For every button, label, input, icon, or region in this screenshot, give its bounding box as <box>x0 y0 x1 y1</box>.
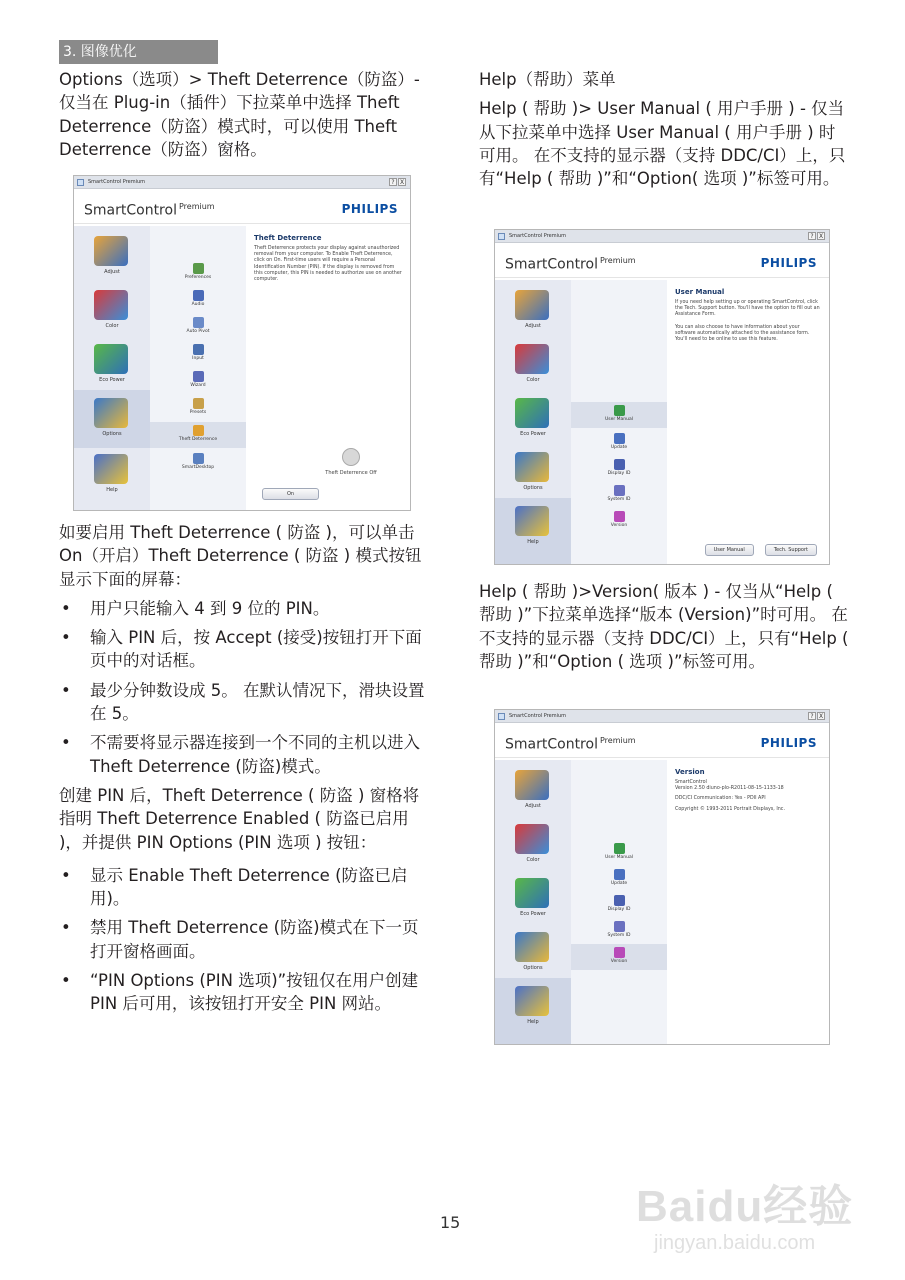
sub-user-manual[interactable]: User Manual <box>571 840 667 866</box>
content-pane <box>246 226 410 510</box>
sub-preferences[interactable]: Preferences <box>150 260 246 286</box>
nav-help[interactable]: Help <box>495 978 571 1044</box>
book-icon <box>614 843 625 854</box>
app-icon <box>498 233 505 240</box>
list-item: • 禁用 Theft Deterrence (防盗)模式在下一页打开窗格画面。 <box>59 916 425 963</box>
window-title: SmartControl Premium <box>88 179 146 185</box>
smartcontrol-window-theft <box>73 175 411 511</box>
update-icon <box>614 869 625 880</box>
sub-smartdesktop[interactable]: SmartDesktop <box>150 450 246 476</box>
list-item: • 最少分钟数设成 5。 在默认情况下，滑块设置在 5。 <box>59 679 425 726</box>
version-number: Version 2.50 diuno-plo-R2011-08-15-1133-18 <box>675 786 784 792</box>
version-icon <box>614 947 625 958</box>
color-icon <box>94 290 128 320</box>
adjust-icon <box>94 236 128 266</box>
sub-audio[interactable]: Audio <box>150 287 246 313</box>
options-gear-icon <box>94 398 128 428</box>
book-icon <box>614 405 625 416</box>
pin-created-text: 创建 PIN 后，Theft Deterrence ( 防盗 ) 窗格将指明 Theft Deterrence Enabled ( 防盗已启用 )，并提供 PIN Options (PIN 选项 ) 按钮： <box>59 785 420 852</box>
content-title: User Manual <box>675 288 725 296</box>
app-icon <box>498 713 505 720</box>
content-title: Version <box>675 768 705 776</box>
tech-support-button[interactable]: Tech. Support <box>765 544 817 556</box>
pin-options-list <box>59 864 425 1016</box>
nav-help[interactable]: Help <box>495 498 571 564</box>
close-button[interactable]: X <box>818 233 824 240</box>
options-gear-icon <box>515 932 549 962</box>
right-column <box>479 68 851 190</box>
enable-instruction: 如要启用 Theft Deterrence ( 防盗 )，可以单击 On（开启）Theft Deterrence ( 防盗 ) 模式按钮显示下面的屏幕： <box>59 523 422 589</box>
sub-display-id[interactable]: Display ID <box>571 892 667 918</box>
input-icon <box>193 344 204 355</box>
left-column-lower <box>59 521 425 1022</box>
version-icon <box>614 511 625 522</box>
help-button[interactable]: ? <box>808 232 816 240</box>
nav-eco-power[interactable]: Eco Power <box>74 336 150 394</box>
audio-icon <box>193 290 204 301</box>
list-item: • “PIN Options (PIN 选项)”按钮仅在用户创建 PIN 后可用，该按钮打开安全 PIN 网站。 <box>59 969 425 1016</box>
sub-menu <box>571 280 667 564</box>
baidu-watermark <box>636 1150 856 1260</box>
watermark-url: jingyan.baidu.com <box>654 1232 816 1254</box>
adjust-icon <box>515 770 549 800</box>
sub-user-manual[interactable]: User Manual <box>571 402 667 428</box>
theft-status: Theft Deterrence Off <box>325 470 377 476</box>
philips-logo: PHILIPS <box>760 256 817 270</box>
version-text: Help ( 帮助 )>Version( 版本 ) - 仅当从“Help ( 帮助 )”下拉菜单选择“版本 (Version)”时可用。 在不支持的显示器（支持 DDC/CI）上，只有“Help ( 帮助 )”和“Option ( 选项 )”标签可用。 <box>479 582 849 671</box>
on-button[interactable]: On <box>262 488 319 500</box>
sub-version[interactable]: Version <box>571 508 667 534</box>
app-icon <box>77 179 84 186</box>
pin-rules-list <box>59 597 425 778</box>
nav-color[interactable]: Color <box>74 282 150 340</box>
auto-pivot-icon <box>193 317 204 328</box>
eco-power-icon <box>94 344 128 374</box>
philips-logo: PHILIPS <box>341 202 398 216</box>
list-item: • 输入 PIN 后，按 Accept (接受)按钮打开下面页中的对话框。 <box>59 626 425 673</box>
wizard-icon <box>193 371 204 382</box>
eco-power-icon <box>515 878 549 908</box>
sub-theft-deterrence[interactable]: Theft Deterrence <box>150 422 246 448</box>
display-id-icon <box>614 459 625 470</box>
list-item: • 显示 Enable Theft Deterrence (防盗已启用)。 <box>59 864 425 911</box>
content-text: You can also choose to have information about your software automatically attached to the assistance form. You'll need to be online to use this feature. <box>675 324 810 343</box>
version-app-name: SmartControl <box>675 780 707 785</box>
list-item: • 用户只能输入 4 到 9 位的 PIN。 <box>59 597 425 620</box>
color-icon <box>515 824 549 854</box>
smartcontrol-window-user-manual <box>494 229 830 565</box>
color-icon <box>515 344 549 374</box>
sub-update[interactable]: Update <box>571 866 667 892</box>
content-text: Theft Deterrence protects your display against unauthorized removal from your computer. To Enable Theft Deterrence, click on On. First-time users will require a Personal Identification Number (PIN). If the display is removed from this computer, this PIN is needed to authorize use on another computer. <box>254 246 402 283</box>
nav-panel <box>74 226 150 510</box>
nav-adjust[interactable]: Adjust <box>495 762 571 820</box>
lock-status-icon <box>342 448 360 466</box>
sub-input[interactable]: Input <box>150 341 246 367</box>
content-pane <box>667 280 829 564</box>
system-id-icon <box>614 921 625 932</box>
nav-eco-power[interactable]: Eco Power <box>495 870 571 928</box>
sub-menu <box>150 226 246 510</box>
sub-update[interactable]: Update <box>571 430 667 456</box>
brand: SmartControl $^{Premium}$ <box>505 736 636 753</box>
user-manual-text: Help ( 帮助 )> User Manual ( 用户手册 ) - 仅当从下拉菜单中选择 User Manual ( 用户手册 ) 时可用。 在不支持的显示器（支持 DDC/CI）上，只有“Help ( 帮助 )”和“Option( 选项 )”标签可用。 <box>479 99 846 189</box>
options-gear-icon <box>515 452 549 482</box>
sub-display-id[interactable]: Display ID <box>571 456 667 482</box>
help-question-icon <box>94 454 128 484</box>
nav-adjust[interactable]: Adjust <box>74 228 150 286</box>
watermark-brand: Baidu经验 <box>636 1182 854 1231</box>
brand: SmartControl $^{Premium}$ <box>505 256 636 273</box>
theft-deterrence-intro: Options（选项）> Theft Deterrence（防盗）- 仅当在 Plug-in（插件）下拉菜单中选择 Theft Deterrence（防盗）模式时，可以使用 Theft Deterrence（防盗）窗格。 <box>59 70 420 159</box>
close-button[interactable]: X <box>818 713 824 720</box>
smartcontrol-window-version <box>494 709 830 1045</box>
nav-color[interactable]: Color <box>495 336 571 394</box>
sub-system-id[interactable]: System ID <box>571 918 667 944</box>
sub-version[interactable]: Version <box>571 944 667 970</box>
help-button[interactable]: ? <box>808 712 816 720</box>
window-title: SmartControl Premium <box>509 713 567 719</box>
window-title: SmartControl Premium <box>509 233 567 239</box>
nav-color[interactable]: Color <box>495 816 571 874</box>
lock-icon <box>193 425 204 436</box>
copyright: Copyright © 1993-2011 Portrait Displays, Inc. <box>675 806 785 812</box>
nav-panel <box>495 760 571 1044</box>
sub-presets[interactable]: Presets <box>150 395 246 421</box>
content-title: Theft Deterrence <box>254 234 322 242</box>
sub-menu <box>571 760 667 1044</box>
section-tag: 3. 图像优化 <box>59 40 218 64</box>
window-header <box>74 189 410 224</box>
window-titlebar <box>74 176 410 189</box>
nav-help[interactable]: Help <box>74 446 150 504</box>
user-manual-button[interactable]: User Manual <box>705 544 754 556</box>
content-pane <box>667 760 829 1044</box>
nav-options[interactable]: Options <box>495 444 571 502</box>
eco-power-icon <box>515 398 549 428</box>
nav-panel <box>495 280 571 564</box>
help-menu-heading: Help（帮助）菜单 <box>479 70 616 89</box>
presets-icon <box>193 398 204 409</box>
ddc-status: DDC/CI Communication: Yes - PDII API <box>675 796 766 802</box>
close-button[interactable]: X <box>399 179 405 186</box>
brand: SmartControl $^{Premium}$ <box>84 202 215 219</box>
smartdesktop-icon <box>193 453 204 464</box>
help-question-icon <box>515 506 549 536</box>
preferences-icon <box>193 263 204 274</box>
right-column-lower <box>479 580 851 673</box>
page-number: 15 <box>440 1213 461 1232</box>
sub-wizard[interactable]: Wizard <box>150 368 246 394</box>
adjust-icon <box>515 290 549 320</box>
help-button[interactable]: ? <box>389 178 397 186</box>
list-item: • 不需要将显示器连接到一个不同的主机以进入Theft Deterrence (防盗)模式。 <box>59 731 425 778</box>
left-column <box>59 68 425 161</box>
nav-adjust[interactable]: Adjust <box>495 282 571 340</box>
sub-auto-pivot[interactable]: Auto Pivot <box>150 314 246 340</box>
nav-options[interactable]: Options <box>495 924 571 982</box>
philips-logo: PHILIPS <box>760 736 817 750</box>
nav-eco-power[interactable]: Eco Power <box>495 390 571 448</box>
display-id-icon <box>614 895 625 906</box>
nav-options[interactable]: Options <box>74 390 150 448</box>
help-question-icon <box>515 986 549 1016</box>
system-id-icon <box>614 485 625 496</box>
sub-system-id[interactable]: System ID <box>571 482 667 508</box>
update-icon <box>614 433 625 444</box>
content-text: If you need help setting up or operating SmartControl, click the Tech. Support button. You'll have the option to fill out an Assistance Form. <box>675 300 820 318</box>
